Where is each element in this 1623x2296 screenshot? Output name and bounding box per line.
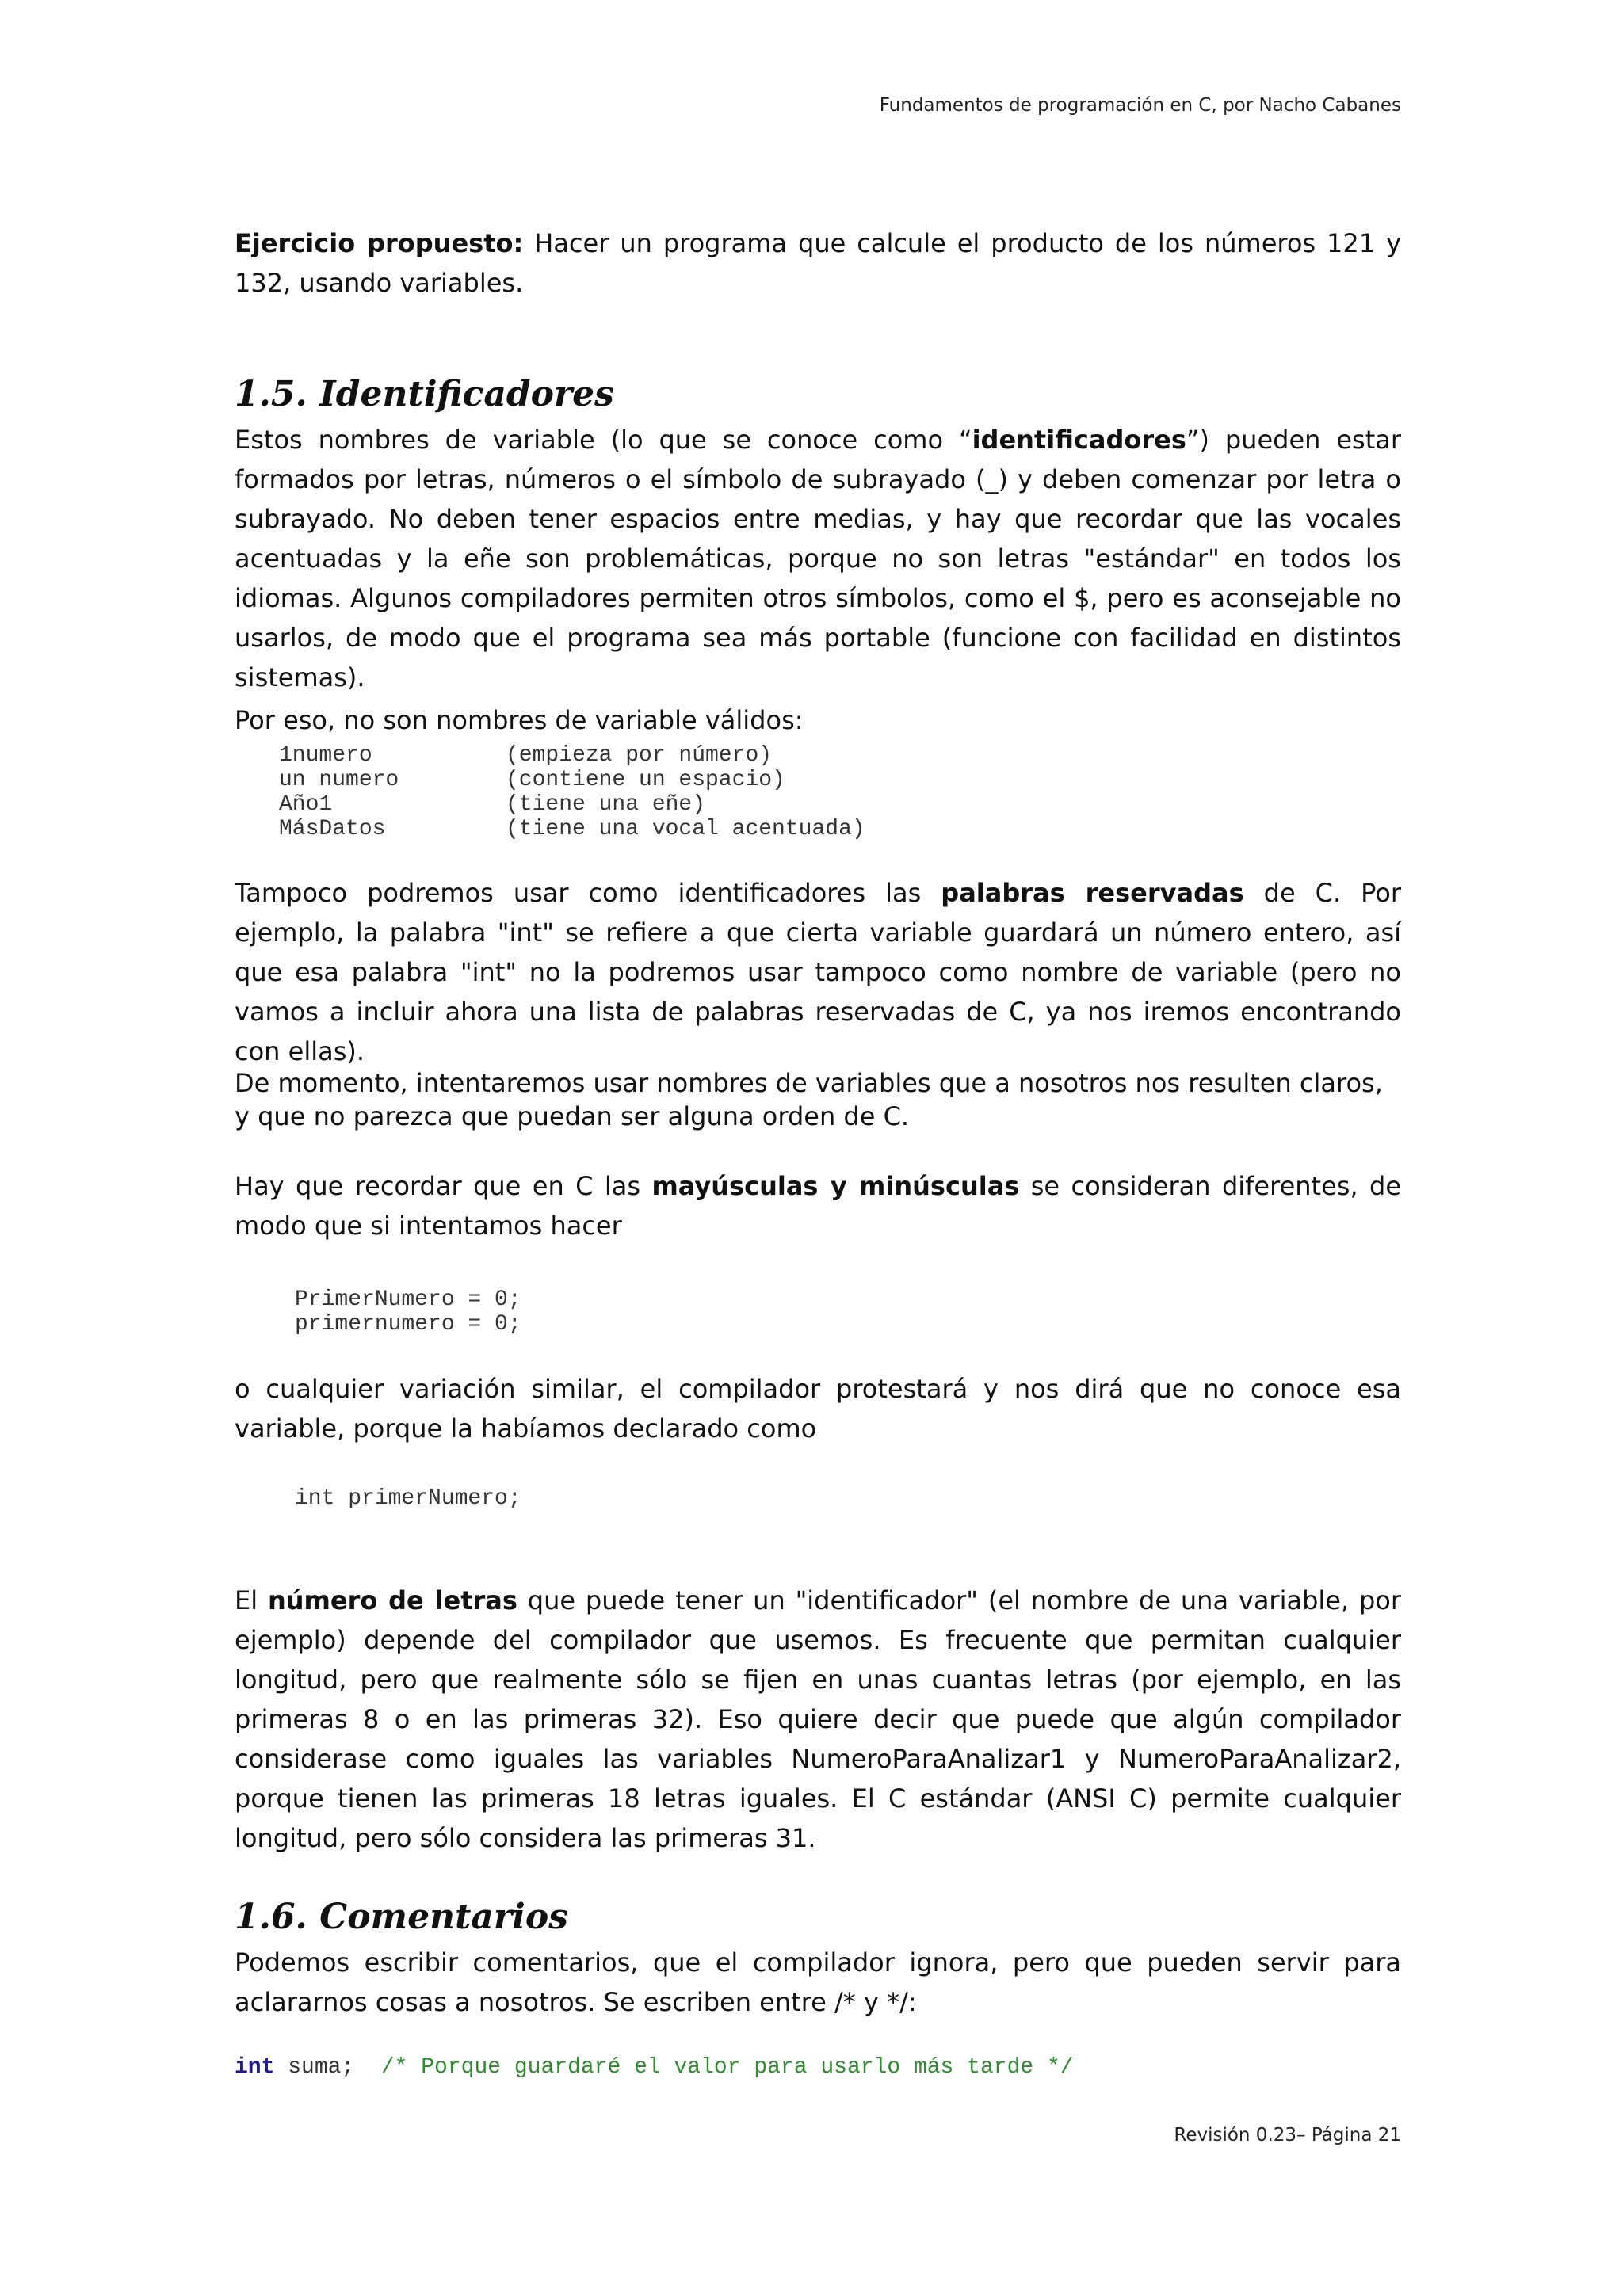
identificadores-paragraph-7: El número de letras que puede tener un "identificador" (el nombre de una variable, por ejemplo) depende del compilador que usemos. Es frecuente que permitan cualquier longitud, pero que realmente sólo se fijen en unas cuantas letras (por ejemplo, en las primeras 8 o en las primeras 32). Eso quiere decir que puede que algún compilador considerase como iguales las variables NumeroParaAnalizar1 y NumeroParaAnalizar2, porque tienen las primeras 18 letras iguales. El C estándar (ANSI C) permite cualquier longitud, pero sólo considera las primeras 31. bbox=[235, 1585, 1402, 1853]
exercise-label: Ejercicio propuesto: bbox=[235, 228, 524, 258]
keyword-int: int bbox=[235, 2055, 275, 2080]
case-sensitivity-code: PrimerNumero = 0; primernumero = 0; bbox=[295, 1287, 521, 1337]
identificadores-paragraph-2: Por eso, no son nombres de variable válidos: bbox=[235, 705, 804, 735]
identificadores-paragraph-1: Estos nombres de variable (lo que se conoce como “identificadores”) pueden estar formados por letras, números o el símbolo de subrayado (_) y deben comenzar por letra o subrayado. No deben tener espacios entre medias, y hay que recordar que las vocales acentuadas y la eñe son problemáticas, porque no son letras "estándar" en todos los idiomas. Algunos compiladores permiten otros símbolos, como el $, pero es aconsejable no usarlos, de modo que el programa sea más portable (funcione con facilidad en distintos sistemas). bbox=[235, 425, 1402, 692]
comment-example-code: int suma; /* Porque guardaré el valor para usarlo más tarde */ bbox=[235, 2055, 1074, 2080]
section-heading: 1.5. Identificadores bbox=[235, 374, 614, 414]
identificadores-paragraph-6: o cualquier variación similar, el compilador protestará y nos dirá que no conoce esa variable, porque la habíamos declarado como bbox=[235, 1374, 1401, 1444]
declaration-code: int primerNumero; bbox=[295, 1486, 521, 1511]
identificadores-paragraph-5: Hay que recordar que en C las mayúsculas y minúsculas se consideran diferentes, de modo que si intentamos hacer bbox=[235, 1171, 1402, 1241]
comentarios-paragraph-1: Podemos escribir comentarios, que el compilador ignora, pero que pueden servir para aclararnos cosas a nosotros. Se escriben entre /* y */: bbox=[235, 1947, 1401, 2017]
exercise-paragraph bbox=[235, 223, 1401, 303]
section-identificadores-title bbox=[235, 372, 1401, 417]
identificadores-paragraph-4: De momento, intentaremos usar nombres de variables que a nosotros nos resulten claros, y que no parezca que puedan ser alguna orden de C. bbox=[235, 1068, 1383, 1131]
running-header: Fundamentos de programación en C, por Nacho Cabanes bbox=[879, 95, 1401, 116]
invalid-names-code: 1numero (empieza por número) un numero (contiene un espacio) Año1 (tiene una eñe) MásDatos (tiene una vocal acentuada) bbox=[279, 743, 865, 841]
code-comment: /* Porque guardaré el valor para usarlo más tarde */ bbox=[380, 2055, 1074, 2080]
section-comentarios-title bbox=[235, 1895, 1401, 1939]
identificadores-paragraph-3: Tampoco podremos usar como identificadores las palabras reservadas de C. Por ejemplo, la palabra "int" se refiere a que cierta variable guardará un número entero, así que esa palabra "int" no la podremos usar tampoco como nombre de variable (pero no vamos a incluir ahora una lista de palabras reservadas de C, ya nos iremos encontrando con ellas). bbox=[235, 878, 1402, 1066]
exercise-text: Hacer un programa que calcule el producto de los números 121 y 132, usando variables. bbox=[235, 228, 1402, 298]
section-heading: 1.6. Comentarios bbox=[235, 1897, 568, 1937]
page-footer: Revisión 0.23– Página 21 bbox=[1174, 2125, 1401, 2145]
